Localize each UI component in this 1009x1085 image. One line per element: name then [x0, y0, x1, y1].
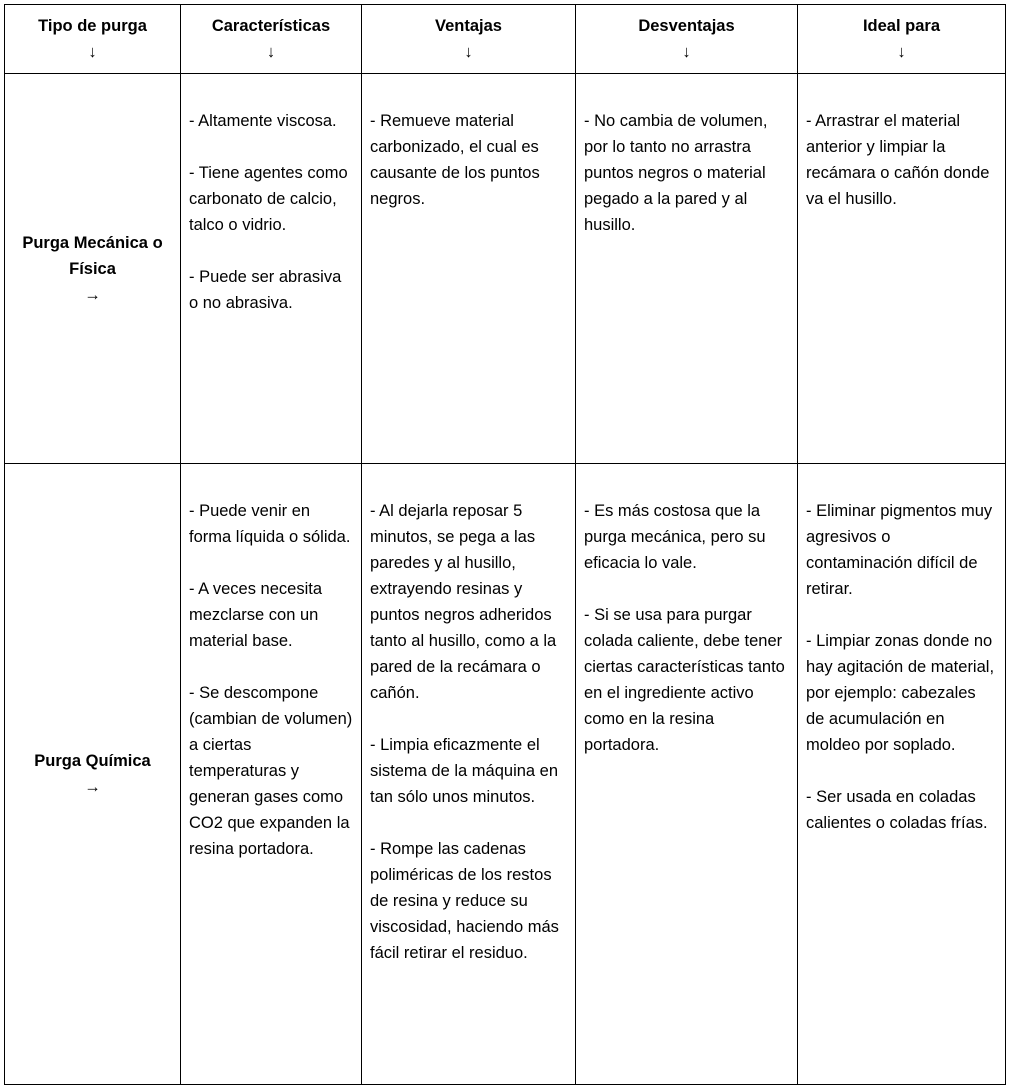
- bullet-paragraph: - Tiene agentes como carbonato de calcio, talco o vidrio.: [189, 164, 348, 234]
- header-ventajas: [362, 5, 576, 74]
- header-row: [5, 5, 1006, 74]
- bullet-paragraph: - Limpiar zonas donde no hay agitación de material, por ejemplo: cabezales de acumulación en moldeo por soplado.: [806, 632, 995, 754]
- bullet-paragraph: - Arrastrar el material anterior y limpiar la recámara o cañón donde va el husillo.: [806, 112, 990, 208]
- ventajas-cell: [362, 74, 576, 464]
- down-arrow-icon: ↓: [897, 43, 906, 61]
- purge-comparison-table: [4, 4, 1006, 1085]
- bullet-paragraph: - Se descompone (cambian de volumen) a ciertas temperaturas y generan gases como CO2 que expanden la resina portadora.: [189, 684, 353, 858]
- bullet-paragraph: - Altamente viscosa.: [189, 112, 337, 130]
- header-caracteristicas: [181, 5, 362, 74]
- ideal-para-cell: [798, 74, 1006, 464]
- down-arrow-icon: ↓: [682, 43, 691, 61]
- bullet-paragraph: - Es más costosa que la purga mecánica, pero su eficacia lo vale.: [584, 502, 766, 572]
- bullet-paragraph: - A veces necesita mezclarse con un material base.: [189, 580, 322, 650]
- header-ideal-para: [798, 5, 1006, 74]
- header-label: Ideal para: [862, 17, 941, 35]
- down-arrow-icon: ↓: [88, 43, 97, 61]
- desventajas-cell: [576, 464, 798, 1085]
- bullet-paragraph: - Puede venir en forma líquida o sólida.: [189, 502, 351, 546]
- purge-type-label: Purga Mecánica o Física: [22, 233, 163, 278]
- header-label: Tipo de purga: [38, 17, 147, 35]
- table-row: [5, 74, 1006, 464]
- bullet-paragraph: - Si se usa para purgar colada caliente, debe tener ciertas características tanto en el ingrediente activo como en la resina portadora.: [584, 606, 785, 754]
- purge-type-label: Purga Química: [34, 752, 151, 770]
- right-arrow-icon: →: [84, 778, 101, 796]
- right-arrow-icon: →: [84, 285, 101, 304]
- purge-type-cell: [5, 464, 181, 1085]
- header-label: Ventajas: [435, 17, 502, 35]
- bullet-paragraph: - Ser usada en coladas calientes o coladas frías.: [806, 788, 988, 832]
- ideal-para-cell: [798, 464, 1006, 1085]
- bullet-paragraph: - Limpia eficazmente el sistema de la máquina en tan sólo unos minutos.: [370, 736, 559, 806]
- bullet-paragraph: - No cambia de volumen, por lo tanto no arrastra puntos negros o material pegado a la pared y al husillo.: [584, 112, 768, 234]
- caracteristicas-cell: [181, 74, 362, 464]
- bullet-paragraph: - Rompe las cadenas poliméricas de los restos de resina y reduce su viscosidad, haciendo más fácil retirar el residuo.: [370, 840, 559, 962]
- desventajas-cell: [576, 74, 798, 464]
- bullet-paragraph: - Puede ser abrasiva o no abrasiva.: [189, 268, 342, 312]
- header-label: Características: [211, 17, 331, 35]
- down-arrow-icon: ↓: [464, 43, 473, 61]
- bullet-paragraph: - Remueve material carbonizado, el cual es causante de los puntos negros.: [370, 112, 540, 208]
- table-row: [5, 464, 1006, 1085]
- ventajas-cell: [362, 464, 576, 1085]
- header-tipo: [5, 5, 181, 74]
- bullet-paragraph: - Eliminar pigmentos muy agresivos o contaminación difícil de retirar.: [806, 502, 993, 598]
- header-label: Desventajas: [638, 17, 735, 35]
- bullet-paragraph: - Al dejarla reposar 5 minutos, se pega a las paredes y al husillo, extrayendo resinas y puntos negros adheridos tanto al husillo, como a la pared de la recámara o cañón.: [370, 502, 557, 702]
- down-arrow-icon: ↓: [266, 43, 276, 61]
- caracteristicas-cell: [181, 464, 362, 1085]
- header-desventajas: [576, 5, 798, 74]
- purge-type-cell: [5, 74, 181, 464]
